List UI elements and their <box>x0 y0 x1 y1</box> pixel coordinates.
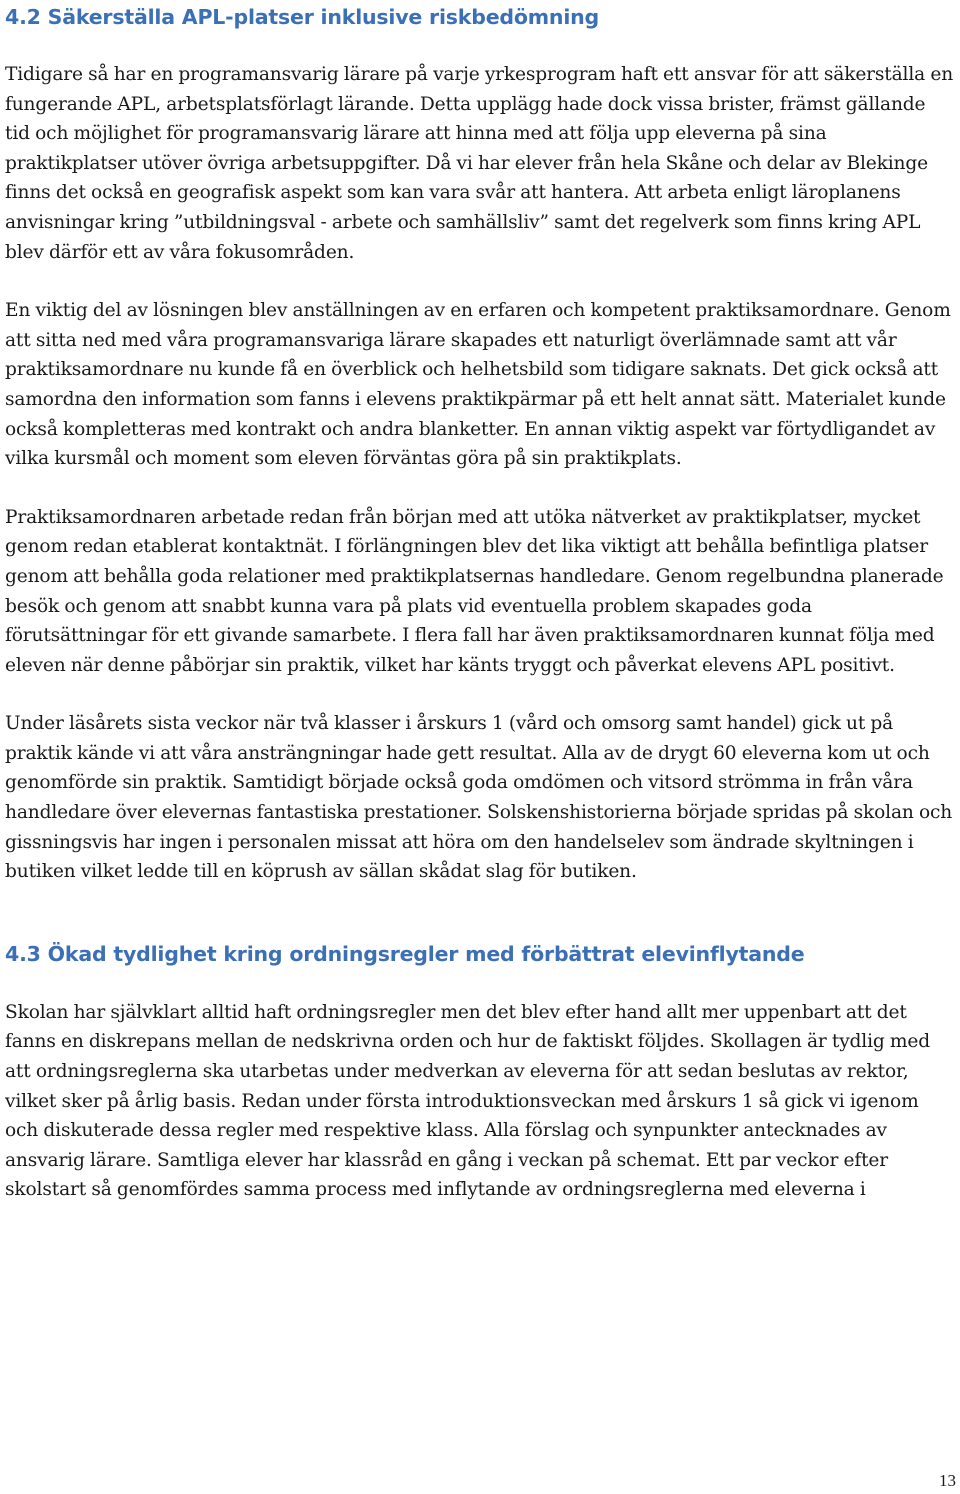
section-heading-4-2: 4.2 Säkerställa APL-platser inklusive riskbedömning <box>5 5 600 29</box>
section-heading-4-3: 4.3 Ökad tydlighet kring ordningsregler med förbättrat elevinflytande <box>5 941 805 966</box>
page-number: 13 <box>939 1471 956 1490</box>
paragraph-natverk: Praktiksamordnaren arbetade redan från början med att utöka nätverket av praktikplatser, mycket genom redan etablerat kontaktnät. I förlängningen blev det lika viktigt att behålla befintliga platser genom att behålla goda relationer med praktikplatsernas handledare. Genom regelbundna planerade besök och genom att snabbt kunna vara på plats vid eventuella problem skapades goda förutsättningar för ett givande samarbete. I flera fall har även praktiksamordnaren kunnat följa med eleven när denne påbörjar sin praktik, vilket har känts tryggt och påverkat elevens APL positivt. <box>5 506 944 676</box>
paragraph-resultat: Under läsårets sista veckor när två klasser i årskurs 1 (vård och omsorg samt handel) gick ut på praktik kände vi att våra ansträngningar hade gett resultat. Alla av de drygt 60 eleverna kom ut och genomförde sin praktik. Samtidigt började också goda omdömen och vitsord strömma in från våra handledare över elevernas fantastiska prestationer. Solskenshistorierna började spridas på skolan och gissningsvis har ingen i personalen missat att höra om den handelselev som ändrade skyltningen i butiken vilket ledde till en köprush av sällan skådat slag för butiken. <box>5 713 953 883</box>
document-page <box>5 0 955 1205</box>
paragraph-apl-intro: Tidigare så har en programansvarig lärare på varje yrkesprogram haft ett ansvar för att säkerställa en fungerande APL, arbetsplatsförlagt lärande. Detta upplägg hade dock vissa brister, främst gällande tid och möjlighet för programansvarig lärare att hinna med att följa upp eleverna på sina praktikplatser utöver övriga arbetsuppgifter. Då vi har elever från hela Skåne och delar av Blekinge finns det också en geografisk aspekt som kan vara svår att hantera. Att arbeta enligt läroplanens anvisningar kring ”utbildningsval - arbete och samhällsliv” samt det regelverk som finns kring APL blev därför ett av våra fokusområden. <box>5 64 954 263</box>
paragraph-praktiksamordnare: En viktig del av lösningen blev anställningen av en erfaren och kompetent praktiksamordnare. Genom att sitta ned med våra programansvariga lärare skapades ett naturligt överlämnade samt att vår praktiksamordnare nu kunde få en överblick och helhetsbild som tidigare saknats. Det gick också att samordna den information som fanns i elevens praktikpärmar på ett helt annat sätt. Materialet kunde också kompletteras med kontrakt och andra blanketter. En annan viktig aspekt var förtydligandet av vilka kursmål och moment som eleven förväntas göra på sin praktikplats. <box>5 300 951 470</box>
paragraph-ordningsregler: Skolan har självklart alltid haft ordningsregler men det blev efter hand allt mer uppenbart att det fanns en diskrepans mellan de nedskrivna orden och hur de faktiskt följdes. Skollagen är tydlig med att ordningsreglerna ska utarbetas under medverkan av eleverna för att sedan beslutas av rektor, vilket sker på årlig basis. Redan under första introduktionsveckan med årskurs 1 så gick vi igenom och diskuterade dessa regler med respektive klass. Alla förslag och synpunkter antecknades av ansvarig lärare. Samtliga elever har klassråd en gång i veckan på schemat. Ett par veckor efter skolstart så genomfördes samma process med inflytande av ordningsreglerna med eleverna i <box>5 1001 931 1201</box>
